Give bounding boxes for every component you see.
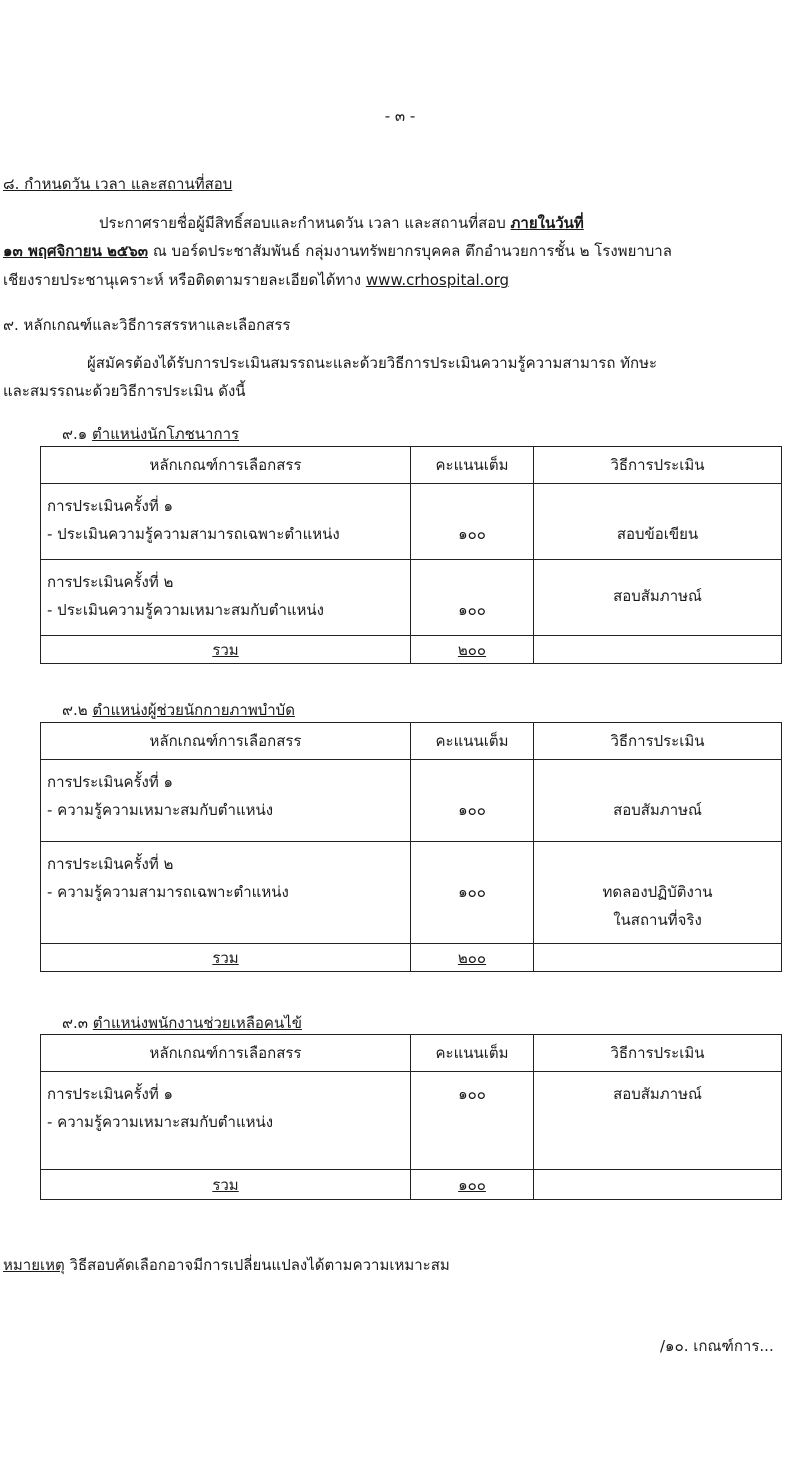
round-label: การประเมินครั้งที่ ๒ bbox=[47, 855, 174, 873]
method-cell bbox=[534, 842, 782, 944]
note-label: หมายเหตุ bbox=[3, 1256, 65, 1274]
method-cell bbox=[534, 760, 782, 842]
section8-text: ณ บอร์ดประชาสัมพันธ์ กลุ่มงานทรัพยากรบุคคล ตึกอำนวยการชั้น ๒ โรงพยาบาล bbox=[148, 242, 672, 260]
method-value-line1: ทดลองปฏิบัติงาน bbox=[602, 883, 713, 901]
criteria-cell bbox=[41, 842, 411, 944]
total-score: ๒๐๐ bbox=[411, 944, 534, 972]
table-row bbox=[41, 842, 782, 944]
table3-caption-title: ตำแหน่งพนักงานช่วยเหลือคนไข้ bbox=[92, 1014, 302, 1032]
table-header-row bbox=[41, 723, 782, 760]
header-full-score: คะแนนเต็ม bbox=[411, 447, 534, 484]
total-empty-cell bbox=[534, 1170, 782, 1200]
table2-caption-title: ตำแหน่งผู้ช่วยนักกายภาพบำบัด bbox=[92, 701, 295, 719]
section8-heading: ๘. กำหนดวัน เวลา และสถานที่สอบ bbox=[3, 175, 233, 193]
exam-date-lead: ภายในวันที่ bbox=[510, 214, 584, 232]
total-score: ๒๐๐ bbox=[411, 636, 534, 664]
method-cell bbox=[534, 484, 782, 560]
criteria-detail: - ความรู้ความสามารถเฉพาะตำแหน่ง bbox=[47, 883, 289, 901]
table1-caption-number: ๙.๑ bbox=[62, 425, 93, 443]
header-method: วิธีการประเมิน bbox=[534, 447, 782, 484]
table1 bbox=[40, 446, 782, 664]
table2 bbox=[40, 722, 782, 972]
table3 bbox=[40, 1034, 782, 1200]
table-header-row bbox=[41, 447, 782, 484]
continuation-text: /๑๐. เกณฑ์การ... bbox=[660, 1337, 774, 1355]
header-full-score: คะแนนเต็ม bbox=[411, 723, 534, 760]
header-criteria: หลักเกณฑ์การเลือกสรร bbox=[41, 723, 411, 760]
section8-text: ประกาศรายชื่อผู้มีสิทธิ์สอบและกำหนดวัน เวลา และสถานที่สอบ bbox=[99, 214, 511, 232]
exam-date: ๑๓ พฤศจิกายน ๒๕๖๓ bbox=[3, 242, 149, 260]
total-empty-cell bbox=[534, 636, 782, 664]
score-value: ๑๐๐ bbox=[458, 801, 486, 819]
round-label: การประเมินครั้งที่ ๒ bbox=[47, 573, 174, 591]
method-value: สอบสัมภาษณ์ bbox=[613, 801, 702, 819]
section9-para-line2: และสมรรถนะด้วยวิธีการประเมิน ดังนี้ bbox=[3, 382, 246, 400]
score-cell bbox=[411, 760, 534, 842]
criteria-cell bbox=[41, 484, 411, 560]
total-empty-cell bbox=[534, 944, 782, 972]
section8-para-line2 bbox=[3, 239, 672, 263]
score-value: ๑๐๐ bbox=[458, 601, 486, 619]
round-label: การประเมินครั้งที่ ๑ bbox=[47, 497, 174, 515]
round-label: การประเมินครั้งที่ ๑ bbox=[47, 1085, 174, 1103]
header-criteria: หลักเกณฑ์การเลือกสรร bbox=[41, 1035, 411, 1072]
method-value: สอบข้อเขียน bbox=[616, 525, 699, 543]
criteria-detail: - ประเมินความรู้ความสามารถเฉพาะตำแหน่ง bbox=[47, 525, 340, 543]
score-cell bbox=[411, 842, 534, 944]
method-value: สอบสัมภาษณ์ bbox=[613, 587, 702, 605]
criteria-cell bbox=[41, 760, 411, 842]
method-value-line2: ในสถานที่จริง bbox=[613, 911, 702, 929]
section9-para-line1: ผู้สมัครต้องได้รับการประเมินสมรรถนะและด้วยวิธีการประเมินความรู้ความสามารถ ทักษะ bbox=[87, 354, 658, 372]
table3-caption bbox=[62, 1011, 302, 1035]
total-label: รวม bbox=[41, 944, 411, 972]
header-method: วิธีการประเมิน bbox=[534, 723, 782, 760]
score-value: ๑๐๐ bbox=[458, 525, 486, 543]
section9-heading: ๙. หลักเกณฑ์และวิธีการสรรหาและเลือกสรร bbox=[3, 316, 291, 334]
method-cell bbox=[534, 560, 782, 636]
header-criteria: หลักเกณฑ์การเลือกสรร bbox=[41, 447, 411, 484]
total-score: ๑๐๐ bbox=[411, 1170, 534, 1200]
section8-para-line3 bbox=[3, 268, 509, 292]
table-header-row bbox=[41, 1035, 782, 1072]
table2-caption-number: ๙.๒ bbox=[62, 701, 93, 719]
header-method: วิธีการประเมิน bbox=[534, 1035, 782, 1072]
table-row bbox=[41, 760, 782, 842]
note-text: วิธีสอบคัดเลือกอาจมีการเปลี่ยนแปลงได้ตามความเหมาะสม bbox=[64, 1256, 450, 1274]
criteria-detail: - ความรู้ความเหมาะสมกับตำแหน่ง bbox=[47, 1113, 274, 1131]
note bbox=[3, 1253, 450, 1277]
header-full-score: คะแนนเต็ม bbox=[411, 1035, 534, 1072]
score-cell bbox=[411, 1072, 534, 1170]
section8-para-line1 bbox=[99, 211, 584, 235]
section8-text: เชียงรายประชานุเคราะห์ หรือติดตามรายละเอียดได้ทาง bbox=[3, 271, 366, 289]
total-row bbox=[41, 944, 782, 972]
table1-caption-title: ตำแหน่งนักโภชนาการ bbox=[92, 425, 240, 443]
criteria-detail: - ประเมินความรู้ความเหมาะสมกับตำแหน่ง bbox=[47, 601, 325, 619]
table-row bbox=[41, 560, 782, 636]
total-row bbox=[41, 636, 782, 664]
method-value: สอบสัมภาษณ์ bbox=[613, 1085, 702, 1103]
table2-caption bbox=[62, 698, 295, 722]
criteria-cell bbox=[41, 1072, 411, 1170]
score-cell bbox=[411, 560, 534, 636]
score-value: ๑๐๐ bbox=[458, 883, 486, 901]
table-row bbox=[41, 1072, 782, 1170]
round-label: การประเมินครั้งที่ ๑ bbox=[47, 773, 174, 791]
score-value: ๑๐๐ bbox=[458, 1085, 486, 1103]
method-cell bbox=[534, 1072, 782, 1170]
table1-caption bbox=[62, 422, 239, 446]
page-number: - ๓ - bbox=[384, 107, 416, 125]
table-row bbox=[41, 484, 782, 560]
criteria-detail: - ความรู้ความเหมาะสมกับตำแหน่ง bbox=[47, 801, 274, 819]
total-label: รวม bbox=[41, 636, 411, 664]
hospital-website-link[interactable]: www.crhospital.org bbox=[365, 271, 510, 289]
total-label: รวม bbox=[41, 1170, 411, 1200]
criteria-cell bbox=[41, 560, 411, 636]
score-cell bbox=[411, 484, 534, 560]
table3-caption-number: ๙.๓ bbox=[62, 1014, 93, 1032]
total-row bbox=[41, 1170, 782, 1200]
